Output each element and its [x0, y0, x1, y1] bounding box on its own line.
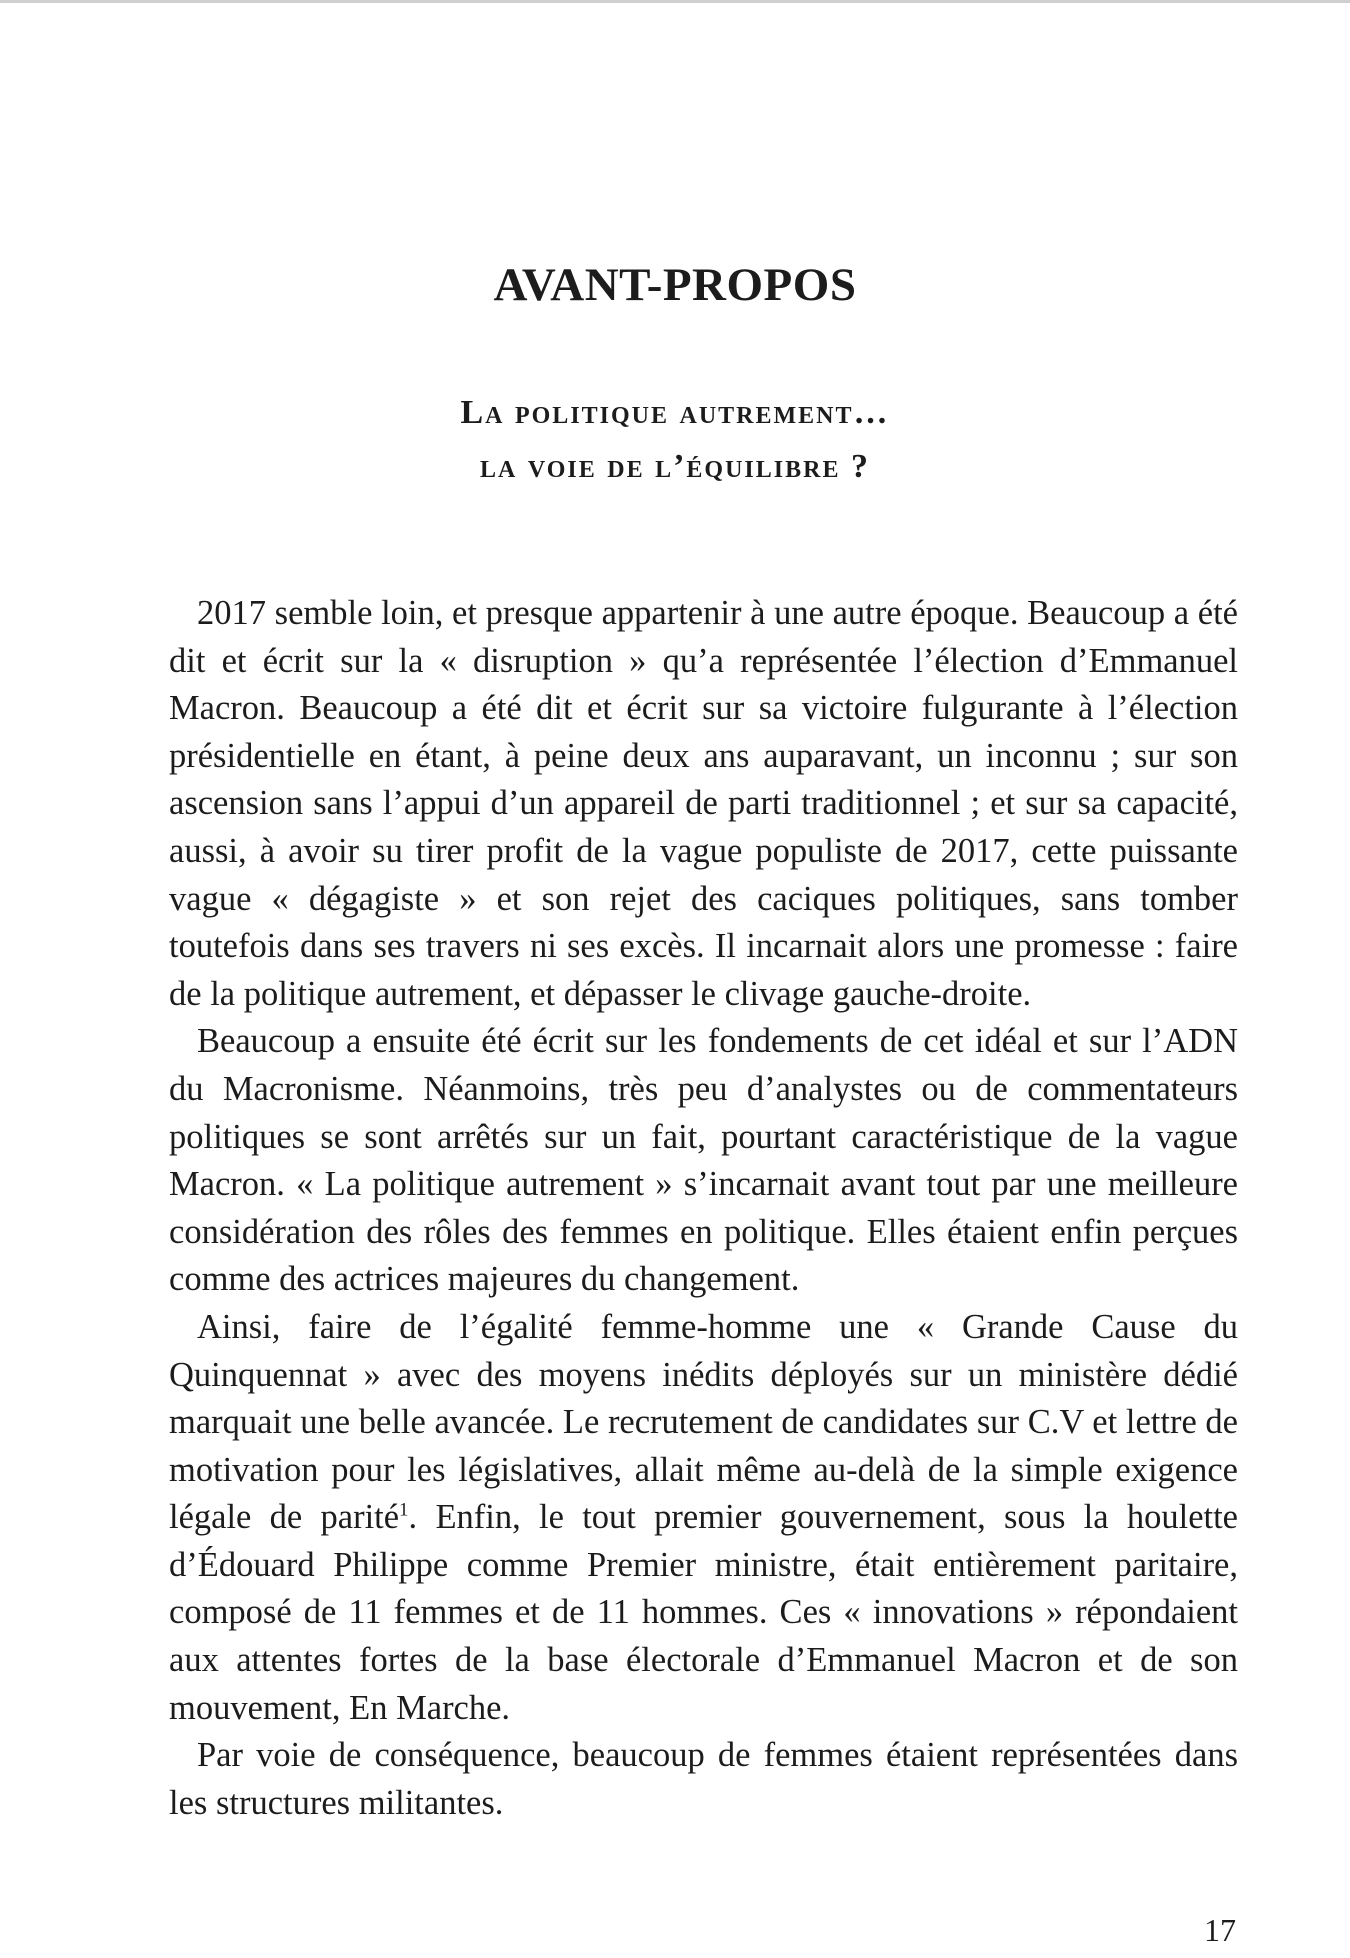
top-border: [0, 0, 1350, 3]
paragraph-3-text-end: . Enfin, le tout premier gouvernement, sous la houlette d’Édouard Philippe comme Premier ministre, était entièrement paritaire, composé de 11 femmes et de 11 hommes. Ces « innovations » répondaient aux attentes fortes de la base électorale d’Emmanuel Macron et de son mouvement, En Marche.: [169, 1498, 1238, 1727]
paragraph-3-text-start: Ainsi, faire de l’égalité femme-homme une « Grande Cause du Quinquennat » avec des moyens inédits déployés sur un ministère dédié marquait une belle avancée. Le recrutement de candidates sur C.V et lettre de motivation pour les législatives, allait même au-delà de la simple exigence légale de parité: [169, 1307, 1238, 1537]
chapter-subtitle-line-1: La politique autrement…: [460, 394, 890, 431]
paragraph-1: 2017 semble loin, et presque appartenir à une autre époque. Beaucoup a été dit et écrit sur la « disruption » qu’a représentée l’élection d’Emmanuel Macron. Beaucoup a été dit et écrit sur sa victoire fulgurante à l’élection présidentielle en étant, à peine deux ans auparavant, un inconnu ; sur son ascension sans l’appui d’un appareil de parti traditionnel ; et sur sa capacité, aussi, à avoir su tirer profit de la vague populiste de 2017, cette puissante vague « dégagiste » et son rejet des caciques politiques, sans tomber toutefois dans ses travers ni ses excès. Il incarnait alors une promesse : faire de la politique autrement, et dépasser le clivage gauche-droite.: [169, 594, 1238, 1013]
paragraph-3: [169, 1304, 1238, 1732]
paragraph-2: Beaucoup a ensuite été écrit sur les fondements de cet idéal et sur l’ADN du Macronisme. Néanmoins, très peu d’analystes ou de commentateurs politiques se sont arrêtés sur un fait, pourtant caractéristique de la vague Macron. « La politique autrement » s’incarnait avant tout par une meilleure considération des rôles des femmes en politique. Elles étaient enfin perçues comme des actrices majeures du changement.: [169, 1022, 1238, 1299]
chapter-title: AVANT-PROPOS: [493, 259, 857, 311]
footnote-marker[interactable]: 1: [399, 1499, 409, 1521]
page-number: 17: [1204, 1912, 1236, 1948]
paragraph-4: Par voie de conséquence, beaucoup de femmes étaient représentées dans les structures militantes.: [169, 1736, 1238, 1822]
body-text: [169, 590, 1238, 1827]
chapter-subtitle-line-2: la voie de l’équilibre ?: [480, 448, 870, 485]
